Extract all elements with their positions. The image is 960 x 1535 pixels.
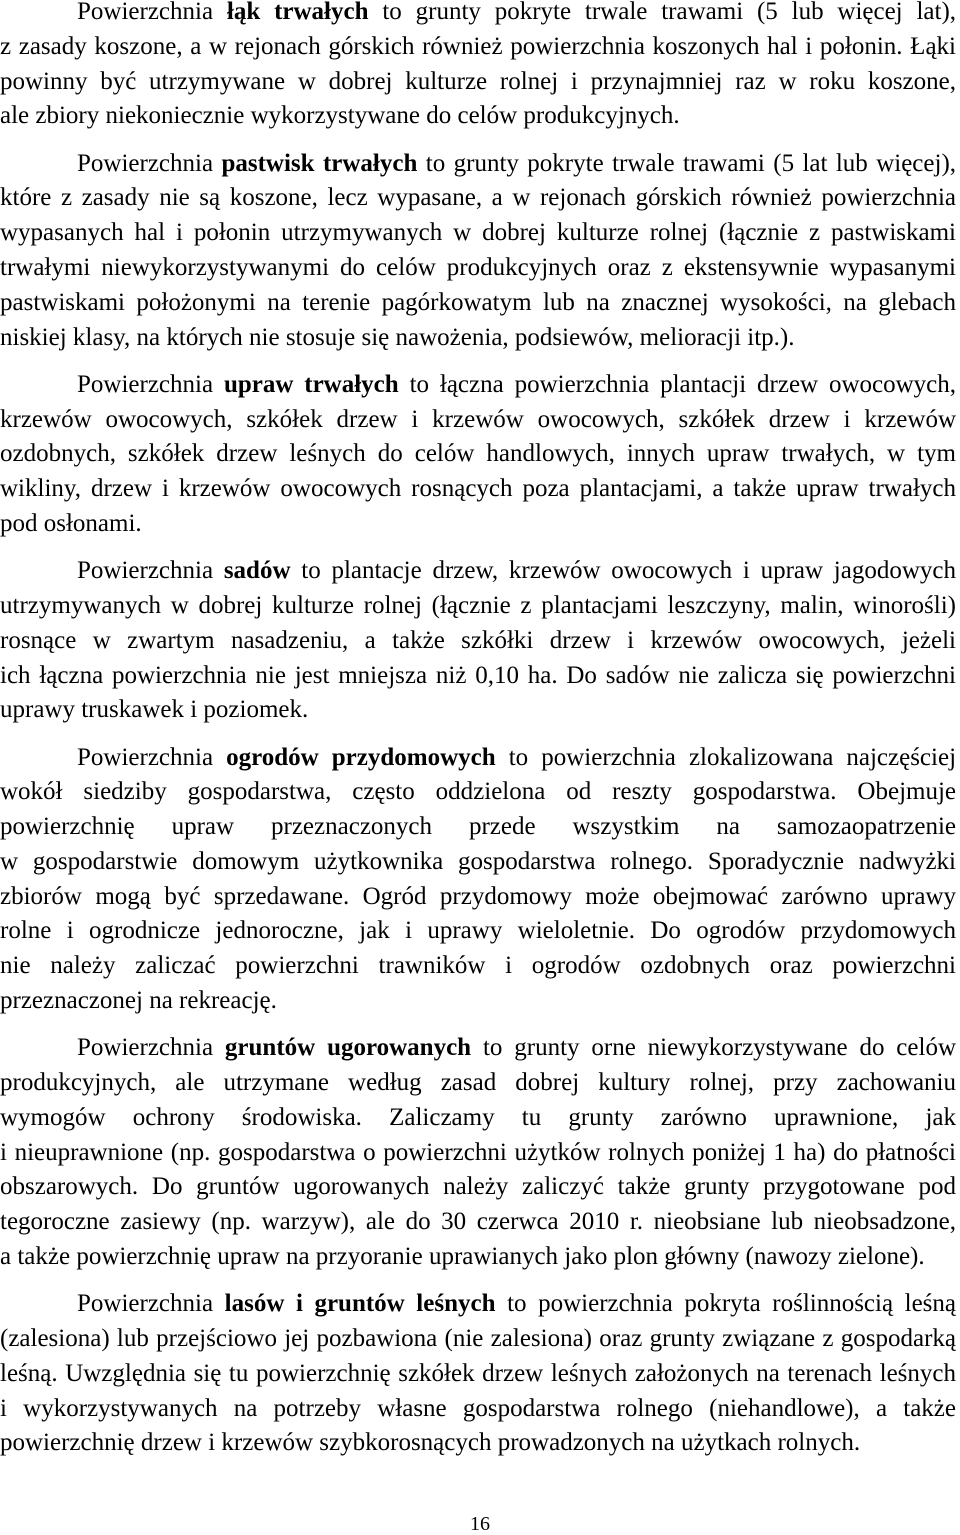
text-line xyxy=(0,368,956,403)
text-line xyxy=(0,1031,956,1066)
text-line: nie należy zaliczać powierzchni trawników i ogrodów ozdobnych oraz powierzchni xyxy=(0,952,956,980)
text-line: leśną. Uwzględnia się tu powierzchnię szkółek drzew leśnych założonych na terenach leśnych xyxy=(0,1359,956,1387)
line-text: to grunty orne niewykorzystywane do celów xyxy=(482,1034,956,1062)
text-line: produkcyjnych, ale utrzymane według zasad dobrej kultury rolnej, przy zachowaniu xyxy=(0,1069,956,1097)
defined-term: pastwisk trwałych xyxy=(221,149,418,177)
text-line: w gospodarstwie domowym użytkownika gospodarstwa rolnego. Sporadycznie nadwyżki xyxy=(0,847,956,875)
text-line: z zasady koszone, a w rejonach górskich również powierzchnia koszonych hal i połonin. Łąki xyxy=(0,32,956,60)
text-line: a także powierzchnię upraw na przyoranie uprawianych jako plon główny (nawozy zielone). xyxy=(0,1243,925,1271)
text-line: obszarowych. Do gruntów ugorowanych należy zaliczyć także grunty przygotowane pod xyxy=(0,1173,956,1201)
text-line: wypasanych hal i połonin utrzymywanych w dobrej kulturze rolnej (łącznie z pastwiskami xyxy=(0,219,956,247)
paragraph-lead: Powierzchnia xyxy=(77,743,214,771)
text-line: wikliny, drzew i krzewów owocowych rosnących poza plantacjami, a także upraw trwałych xyxy=(0,475,956,503)
text-line: które z zasady nie są koszone, lecz wypasane, a w rejonach górskich również powierzchnia xyxy=(0,184,956,212)
text-line: uprawy truskawek i poziomek. xyxy=(0,696,309,724)
text-line: trwałymi niewykorzystywanymi do celów produkcyjnych oraz z ekstensywnie wypasanymi xyxy=(0,253,956,281)
defined-term: łąk trwałych xyxy=(226,0,369,25)
text-line: powinny być utrzymywane w dobrej kulturze rolnej i przynajmniej raz w roku koszone, xyxy=(0,67,956,95)
text-line: ozdobnych, szkółek drzew leśnych do celów handlowych, innych upraw trwałych, w tym xyxy=(0,440,956,468)
paragraph-lead: Powierzchnia xyxy=(77,370,214,398)
defined-term: ogrodów przydomowych xyxy=(226,743,496,771)
text-line: krzewów owocowych, szkółek drzew i krzewów owocowych, szkółek drzew i krzewów xyxy=(0,405,956,433)
defined-term: upraw trwałych xyxy=(223,370,399,398)
text-line: zbiorów mogą być sprzedawane. Ogród przydomowy może obejmować zarówno uprawy xyxy=(0,882,956,910)
text-line: rolne i ogrodnicze jednoroczne, jak i uprawy wieloletnie. Do ogrodów przydomowych xyxy=(0,917,956,945)
paragraph-ogrody-przydomowe xyxy=(0,741,956,1019)
text-line xyxy=(0,0,956,30)
text-line xyxy=(0,1287,956,1322)
text-line: i wykorzystywanych na potrzeby własne gospodarstwa rolnego (niehandlowe), a także xyxy=(0,1394,956,1422)
defined-term: lasów i gruntów leśnych xyxy=(224,1290,496,1318)
text-line: rosnące w zwartym nasadzeniu, a także szkółki drzew i krzewów owocowych, jeżeli xyxy=(0,626,956,654)
paragraph-lead: Powierzchnia xyxy=(77,557,214,585)
paragraph-lasy-i-grunty-lesne xyxy=(0,1287,956,1461)
text-line: pastwiskami położonymi na terenie pagórkowatym lub na znacznej wysokości, na glebach xyxy=(0,288,956,316)
text-line: powierzchnię upraw przeznaczonych przede wszystkim na samozaopatrzenie xyxy=(0,813,956,841)
text-line: utrzymywanych w dobrej kulturze rolnej (łącznie z plantacjami leszczyny, malin, winorośli) xyxy=(0,591,956,619)
text-line: wokół siedziby gospodarstwa, często oddzielona od reszty gospodarstwa. Obejmuje xyxy=(0,778,956,806)
page-number: 16 xyxy=(470,1513,490,1535)
line-text: to plantacje drzew, krzewów owocowych i upraw jagodowych xyxy=(301,557,956,585)
text-line: i nieuprawnione (np. gospodarstwa o powierzchni użytków rolnych poniżej 1 ha) do płatności xyxy=(0,1138,956,1166)
paragraph-lead: Powierzchnia xyxy=(77,0,214,25)
line-text: to grunty pokryte trwale trawami (5 lat lub więcej), xyxy=(425,149,956,177)
text-line: ale zbiory niekoniecznie wykorzystywane do celów produkcyjnych. xyxy=(0,102,680,130)
paragraph-grunty-ugorowane xyxy=(0,1031,956,1275)
paragraph-uprawy-trwale xyxy=(0,368,956,542)
paragraph-lead: Powierzchnia xyxy=(77,149,214,177)
text-line: pod osłonami. xyxy=(0,509,142,537)
text-line: wymogów ochrony środowiska. Zaliczamy tu grunty zarówno uprawnione, jak xyxy=(0,1103,956,1131)
line-text: to grunty pokryte trwale trawami (5 lub więcej lat), xyxy=(382,0,956,25)
defined-term: gruntów ugorowanych xyxy=(224,1034,472,1062)
line-text: to łączna powierzchnia plantacji drzew owocowych, xyxy=(409,370,956,398)
text-line: niskiej klasy, na których nie stosuje się nawożenia, podsiewów, melioracji itp.). xyxy=(0,323,795,351)
paragraph-laki-trwale xyxy=(0,0,956,134)
text-line xyxy=(0,554,956,589)
line-text: to powierzchnia zlokalizowana najczęściej xyxy=(508,743,956,771)
text-line: przeznaczonej na rekreację. xyxy=(0,987,277,1015)
text-line: powierzchnię drzew i krzewów szybkorosnących prowadzonych na użytkach rolnych. xyxy=(0,1429,861,1457)
paragraph-pastwiska-trwale xyxy=(0,147,956,356)
text-line xyxy=(0,147,956,182)
text-line: ich łączna powierzchnia nie jest mniejsza niż 0,10 ha. Do sadów nie zalicza się powierzchni xyxy=(0,661,956,689)
paragraph-sady xyxy=(0,554,956,728)
text-line xyxy=(0,741,956,776)
line-text: to powierzchnia pokryta roślinnością leśną xyxy=(507,1290,956,1318)
text-line: tegoroczne zasiewy (np. warzyw), ale do 30 czerwca 2010 r. nieobsiane lub nieobsadzone, xyxy=(0,1208,956,1236)
defined-term: sadów xyxy=(223,557,291,585)
text-line: (zalesiona) lub przejściowo jej pozbawiona (nie zalesiona) oraz grunty związane z gospodarką xyxy=(0,1325,956,1353)
paragraph-lead: Powierzchnia xyxy=(77,1034,214,1062)
paragraph-lead: Powierzchnia xyxy=(77,1290,214,1318)
